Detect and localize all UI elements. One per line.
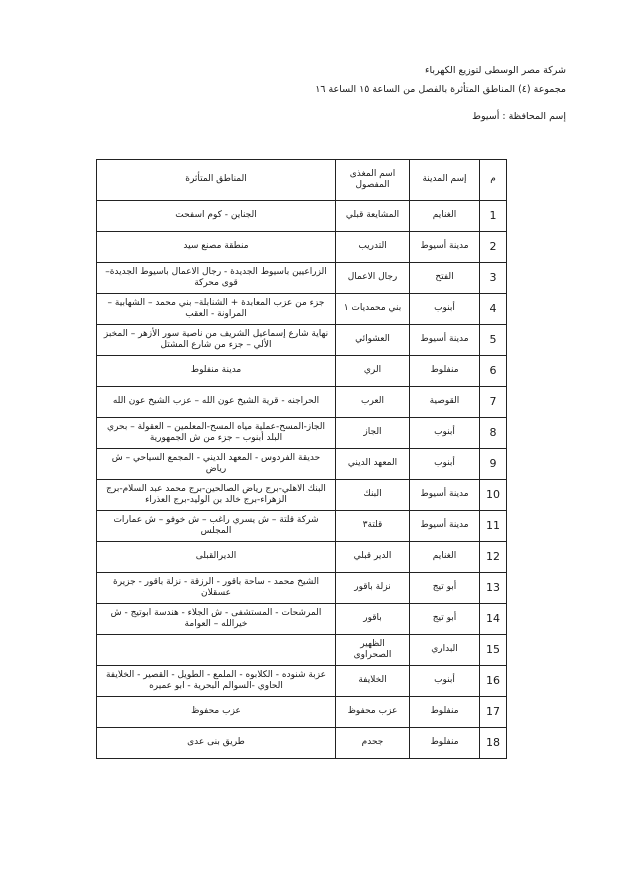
row-city: البداري (410, 635, 480, 666)
row-feeder: نزلة باقور (336, 573, 410, 604)
row-areas: الحراجنه - قرية الشيخ عون الله – عزب الشيخ عون الله (97, 387, 336, 418)
table-row (97, 418, 507, 449)
table-row (97, 697, 507, 728)
row-areas: طريق بنى عدى (97, 728, 336, 759)
table-row (97, 573, 507, 604)
row-city: أبو تيج (410, 573, 480, 604)
row-feeder: جحدم (336, 728, 410, 759)
header-feeder: اسم المغذى المفصول (336, 160, 410, 201)
row-num: 4 (480, 294, 507, 325)
header-num: م (480, 160, 507, 201)
row-num: 5 (480, 325, 507, 356)
table-row (97, 232, 507, 263)
row-feeder: عزب محفوظ (336, 697, 410, 728)
header-areas: المناطق المتأثرة (97, 160, 336, 201)
row-areas: جزء من عزب المعابدة + الشنابلة– بني محمد – الشهابية – المراونة - العقب (97, 294, 336, 325)
table-row (97, 604, 507, 635)
table-row (97, 325, 507, 356)
row-areas: نهاية شارع إسماعيل الشريف من ناصية سور الأزهر – المخبز الألي – جزء من شارع المشتل (97, 325, 336, 356)
table-row (97, 542, 507, 573)
row-num: 12 (480, 542, 507, 573)
row-feeder: العرب (336, 387, 410, 418)
row-areas: الجناين - كوم اسفحت (97, 201, 336, 232)
row-city: أبنوب (410, 418, 480, 449)
row-city: مدينة أسيوط (410, 511, 480, 542)
row-feeder: المعهد الديني (336, 449, 410, 480)
table-row (97, 480, 507, 511)
row-city: منفلوط (410, 356, 480, 387)
row-num: 18 (480, 728, 507, 759)
row-feeder: البنك (336, 480, 410, 511)
table-row (97, 449, 507, 480)
table-row (97, 666, 507, 697)
row-city: الغنايم (410, 542, 480, 573)
row-num: 1 (480, 201, 507, 232)
row-num: 15 (480, 635, 507, 666)
row-areas: عزبة شنوده - الكلابوه - الملمع - الطويل - القصير - الخلايفة الحاوي -السوالم البحرية - ابو عميره (97, 666, 336, 697)
row-feeder: الخلايفة (336, 666, 410, 697)
row-areas: مدينة منفلوط (97, 356, 336, 387)
row-feeder: الظهير الصحراوى (336, 635, 410, 666)
row-feeder: العشوائي (336, 325, 410, 356)
row-city: أبنوب (410, 449, 480, 480)
row-feeder: رجال الاعمال (336, 263, 410, 294)
table-row (97, 294, 507, 325)
header-city: إسم المدينة (410, 160, 480, 201)
table-row (97, 356, 507, 387)
row-feeder: بني محمديات ١ (336, 294, 410, 325)
row-num: 7 (480, 387, 507, 418)
row-areas: الشيخ محمد - ساحة باقور - الرزقة - نزلة باقور - جزيرة عسقلان (97, 573, 336, 604)
row-city: مدينة أسيوط (410, 480, 480, 511)
row-areas: منطقة مصنع سيد (97, 232, 336, 263)
row-areas: الجاز-المسح-عملية مياه المسح-المعلمين – العقولة – بحري البلد أبنوب – جزء من ش الجمهورية (97, 418, 336, 449)
row-city: الغنايم (410, 201, 480, 232)
row-num: 17 (480, 697, 507, 728)
table-row (97, 635, 507, 666)
document-header (46, 64, 566, 123)
row-num: 8 (480, 418, 507, 449)
row-city: مدينة أسيوط (410, 325, 480, 356)
row-areas: البنك الاهلي-برج رياض الصالحين-برج محمد عبد السلام-برج الزهراء-برج خالد بن الوليد-برج العذراء (97, 480, 336, 511)
row-city: أبنوب (410, 294, 480, 325)
row-feeder: الجاز (336, 418, 410, 449)
row-num: 2 (480, 232, 507, 263)
affected-areas-table (96, 159, 507, 759)
row-areas: المرشحات - المستشفى - ش الجلاء - هندسة ابوتيج - ش خيرالله – العوامة (97, 604, 336, 635)
row-num: 9 (480, 449, 507, 480)
row-city: أبو تيج (410, 604, 480, 635)
row-num: 10 (480, 480, 507, 511)
table-header-row (97, 160, 507, 201)
row-areas (97, 635, 336, 666)
row-city: مدينة أسيوط (410, 232, 480, 263)
row-num: 14 (480, 604, 507, 635)
row-areas: شركة قلتة – ش يسري راغب – ش خوفو – ش عمارات المجلس (97, 511, 336, 542)
table-row (97, 263, 507, 294)
row-feeder: الري (336, 356, 410, 387)
row-city: الفتح (410, 263, 480, 294)
row-areas: الزراعيين باسيوط الجديدة - رجال الاعمال باسيوط الجديدة– قوى محركة (97, 263, 336, 294)
table-row (97, 201, 507, 232)
row-feeder: التدريب (336, 232, 410, 263)
table-row (97, 387, 507, 418)
row-areas: حديقة الفردوس - المعهد الديني - المجمع السياحي – ش رياض (97, 449, 336, 480)
row-num: 3 (480, 263, 507, 294)
row-areas: الديرالقبلى (97, 542, 336, 573)
row-feeder: قلتة٣ (336, 511, 410, 542)
row-feeder: باقور (336, 604, 410, 635)
row-feeder: الدير قبلي (336, 542, 410, 573)
row-feeder: المشايعة قبلي (336, 201, 410, 232)
row-city: منفلوط (410, 728, 480, 759)
row-num: 6 (480, 356, 507, 387)
table-row (97, 728, 507, 759)
table-row (97, 511, 507, 542)
row-num: 16 (480, 666, 507, 697)
row-areas: عزب محفوظ (97, 697, 336, 728)
group-title: مجموعة (٤) المناطق المتأثرة بالفصل من الساعة ١٥ الساعة ١٦ (315, 84, 566, 95)
row-city: منفلوط (410, 697, 480, 728)
row-num: 11 (480, 511, 507, 542)
governorate-label: إسم المحافظة : أسيوط (472, 111, 566, 122)
company-name: شركة مصر الوسطى لتوزيع الكهرباء (425, 65, 566, 76)
row-city: أبنوب (410, 666, 480, 697)
row-city: القوصية (410, 387, 480, 418)
row-num: 13 (480, 573, 507, 604)
